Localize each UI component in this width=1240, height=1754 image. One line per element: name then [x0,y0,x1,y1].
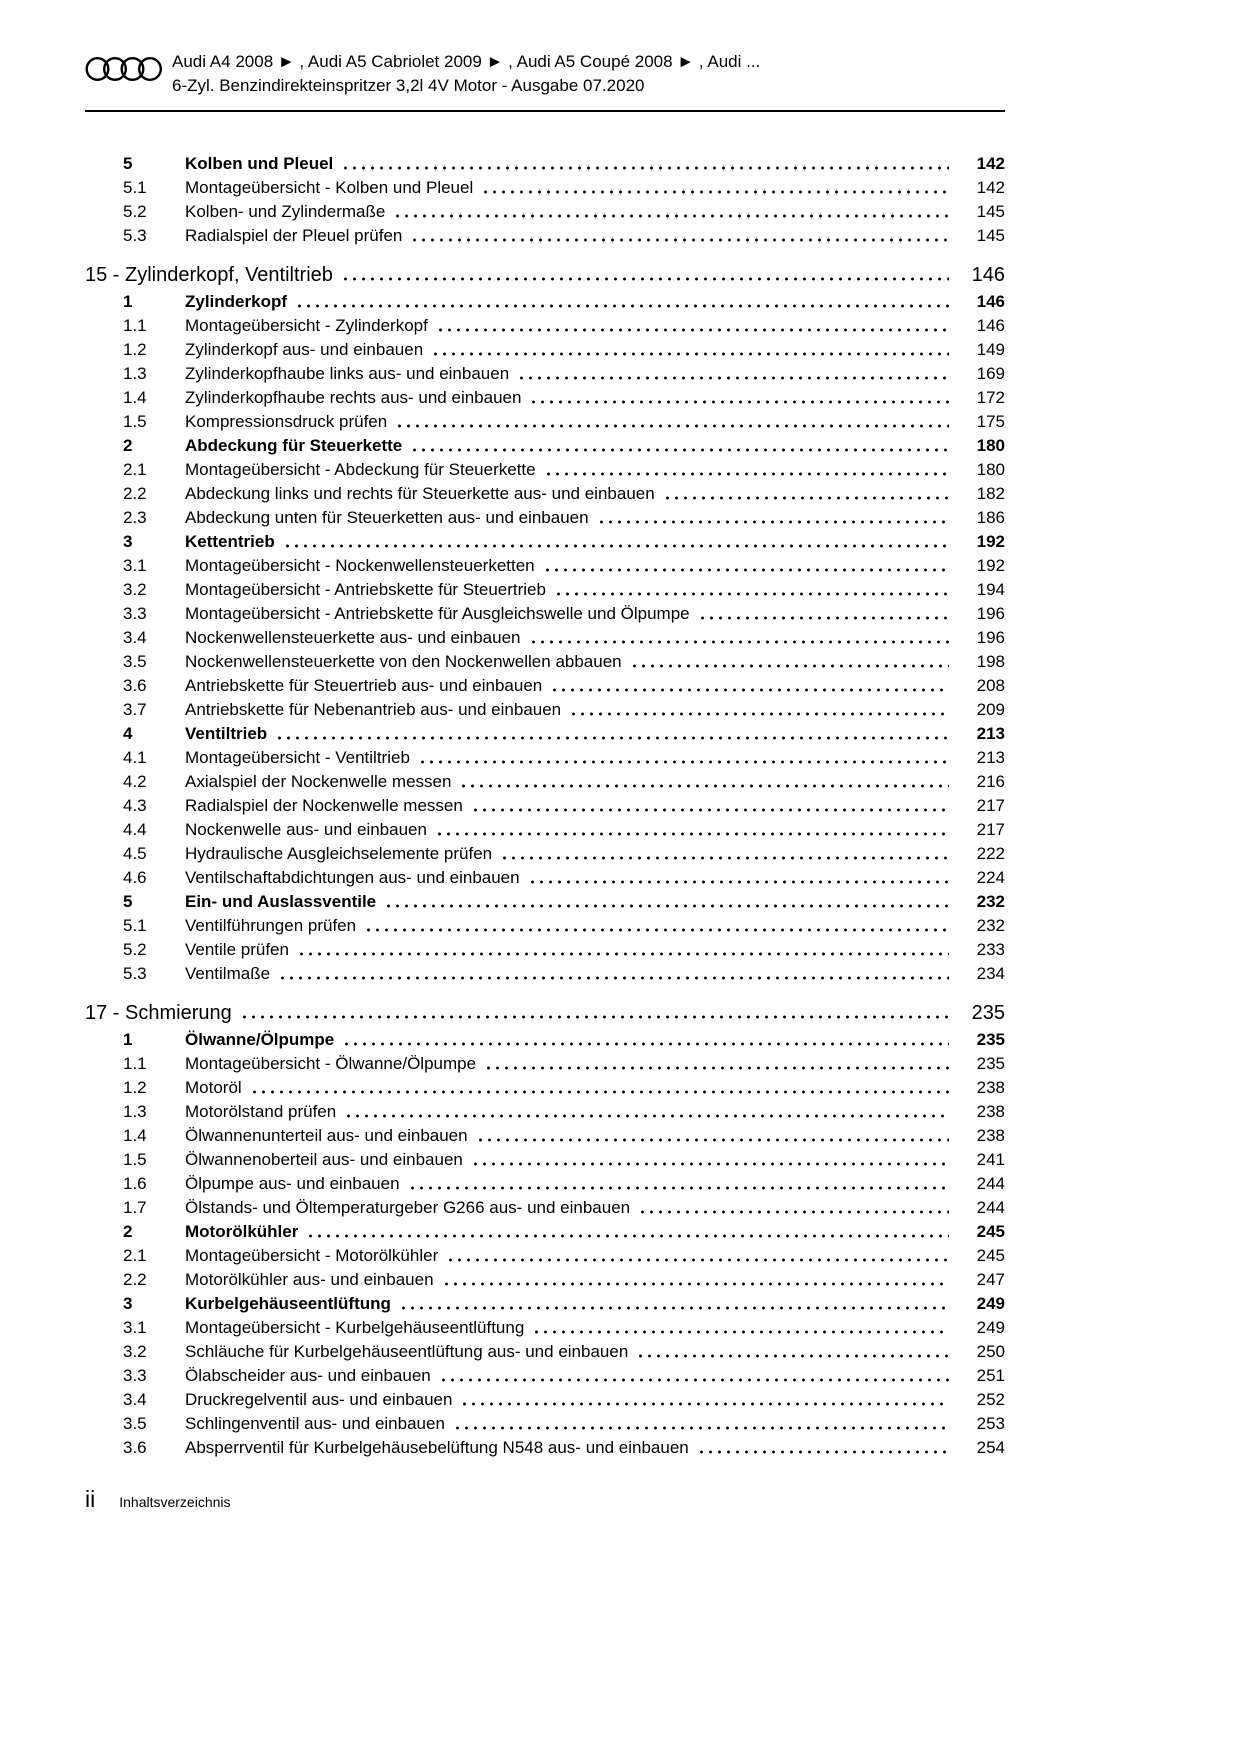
toc-entry [85,458,1005,482]
toc-entry-number: 2 [123,1222,133,1241]
dot-leader [459,770,949,794]
toc-entry-title: Zylinderkopf aus- und einbauen [185,340,424,359]
toc-entry [85,650,1005,674]
toc-entry-title: Radialspiel der Nockenwelle messen [185,796,463,815]
toc-entry-title: Montageübersicht - Kolben und Pleuel [185,178,474,197]
toc-entry-number: 4.6 [123,868,147,887]
toc-entry-number: 1.6 [123,1174,147,1193]
dot-leader [446,1244,949,1268]
toc-entry-number: 1.4 [123,388,147,407]
dot-leader [453,1412,949,1436]
footer-page-number: ii [85,1486,96,1512]
toc-entry-number: 3.3 [123,1366,147,1385]
toc-entry-page: 186 [976,508,1005,527]
dot-leader [481,176,949,200]
toc-entry-title: Abdeckung unten für Steuerketten aus- und einbauen [185,508,589,527]
toc-entry-page: 251 [976,1366,1005,1385]
toc-entry-number: 4.5 [123,844,147,863]
toc-entry-title: Montageübersicht - Antriebskette für Ausgleichswelle und Ölpumpe [185,604,690,623]
dot-leader [341,152,949,176]
dot-leader [410,434,949,458]
toc-entry-number: 3.6 [123,1438,147,1457]
toc-entry-page: 180 [976,436,1005,455]
toc-entry-title: Ventilführungen prüfen [185,916,357,935]
toc-entry-title: Abdeckung für Steuerkette [185,436,403,455]
toc-entry [85,578,1005,602]
toc-entry-title: Ölabscheider aus- und einbauen [185,1366,431,1385]
toc-entry-number: 1.3 [123,1102,147,1121]
toc-entry-number: 5.3 [123,964,147,983]
toc-entry-number: 1.4 [123,1126,147,1145]
toc-entry [85,1148,1005,1172]
toc-entry [85,698,1005,722]
toc-entry-title: Motorölstand prüfen [185,1102,337,1121]
toc-entry-number: 1 [123,292,133,311]
toc-entry [85,152,1005,176]
toc-entry [85,602,1005,626]
toc-entry-number: 4.1 [123,748,147,767]
toc-entry-page: 142 [976,154,1005,173]
toc-entry-number: 3.1 [123,556,147,575]
toc-entry-page: 142 [976,178,1005,197]
toc-entry [85,842,1005,866]
dot-leader [364,914,949,938]
toc-entry [85,224,1005,248]
toc-entry [85,1220,1005,1244]
toc-entry-page: 196 [976,628,1005,647]
toc-entry [85,722,1005,746]
toc-entry [85,1244,1005,1268]
toc-entry-number: 2 [123,436,133,455]
toc-entry-title: Montageübersicht - Ölwanne/Ölpumpe [185,1054,477,1073]
toc-entry-title: Ölpumpe aus- und einbauen [185,1174,400,1193]
toc-entry [85,362,1005,386]
dot-leader [442,1268,949,1292]
toc-entry-page: 149 [976,340,1005,359]
toc-entry-title: Ölstands- und Öltemperaturgeber G266 aus- und einbauen [185,1198,631,1217]
dot-leader [395,410,949,434]
toc-entry-title: Absperrventil für Kurbelgehäusebelüftung N548 aus- und einbauen [185,1438,689,1457]
toc-entry-number: 1.5 [123,412,147,431]
dot-leader [393,200,949,224]
dot-leader [569,698,949,722]
toc-entry-page: 232 [976,892,1005,911]
dot-leader [278,962,949,986]
toc-entry [85,410,1005,434]
toc-entry-number: 5 [123,154,133,173]
dot-leader [500,842,949,866]
toc-entry-page: 249 [976,1294,1005,1313]
toc-entry [85,890,1005,914]
toc-entry [85,314,1005,338]
toc-entry-page: 247 [976,1270,1005,1289]
toc-entry-page: 213 [976,724,1005,743]
toc-entry-title: Axialspiel der Nockenwelle messen [185,772,452,791]
toc-entry-title: Nockenwelle aus- und einbauen [185,820,427,839]
dot-leader [554,578,949,602]
toc-entry-number: 5.1 [123,178,147,197]
toc-entry-page: 224 [976,868,1005,887]
toc-entry-title: Motorölkühler aus- und einbauen [185,1270,434,1289]
page-footer [85,1486,231,1513]
toc-entry-number: 3 [123,1294,133,1313]
toc-entry-page: 235 [976,1054,1005,1073]
toc-entry-number: 5.1 [123,916,147,935]
toc-entry-title: Abdeckung links und rechts für Steuerkette aus- und einbauen [185,484,655,503]
toc-entry-number: 3.1 [123,1318,147,1337]
toc-entry-number: 5.2 [123,202,147,221]
dot-leader [435,818,949,842]
toc-entry-number: 2.1 [123,1246,147,1265]
toc-entry-title: Motoröl [185,1078,242,1097]
dot-leader [275,722,949,746]
dot-leader [410,224,949,248]
toc-entry-title: Ölwannenoberteil aus- und einbauen [185,1150,463,1169]
dot-leader [636,1340,949,1364]
dot-leader [638,1196,949,1220]
dot-leader [529,386,949,410]
toc-entry-title: Ventiltrieb [185,724,268,743]
dot-leader [460,1388,949,1412]
toc-entry [85,530,1005,554]
toc-entry [85,434,1005,458]
toc-entry-number: 3.2 [123,1342,147,1361]
toc-entry-page: 244 [976,1198,1005,1217]
toc-entry [85,176,1005,200]
toc-entry-number: 2.2 [123,1270,147,1289]
toc-entry-title: Druckregelventil aus- und einbauen [185,1390,453,1409]
toc-entry-title: Montageübersicht - Ventiltrieb [185,748,410,767]
toc-entry-number: 3.6 [123,676,147,695]
toc-entry-page: 208 [976,676,1005,695]
toc-entry [85,482,1005,506]
dot-leader [476,1124,949,1148]
dot-leader [663,482,949,506]
toc-entry [85,1052,1005,1076]
toc-entry-number: 3.4 [123,628,147,647]
dot-leader [543,554,949,578]
toc-entry-number: 2.1 [123,460,147,479]
toc-entry-title: Kolben- und Zylindermaße [185,202,386,221]
toc-entry [85,1076,1005,1100]
toc-entry-number: 1.1 [123,1054,147,1073]
toc-entry-title: Montageübersicht - Nockenwellensteuerketten [185,556,535,575]
toc-entry-title: Kettentrieb [185,532,275,551]
toc-entry-page: 217 [976,820,1005,839]
toc-entry-title: Ölwannenunterteil aus- und einbauen [185,1126,468,1145]
dot-leader [528,866,949,890]
dot-leader [384,890,949,914]
toc-entry-page: 169 [976,364,1005,383]
toc-entry [85,1172,1005,1196]
toc-entry-number: 5.3 [123,226,147,245]
toc-entry [85,262,1005,288]
toc-entry [85,866,1005,890]
toc-entry [85,1000,1005,1026]
toc-entry [85,674,1005,698]
toc-entry-page: 192 [976,532,1005,551]
toc-entry-page: 241 [976,1150,1005,1169]
header-text-block [172,50,760,98]
toc-entry-number: 4.4 [123,820,147,839]
toc-entry [85,1340,1005,1364]
toc-entry-title: Radialspiel der Pleuel prüfen [185,226,403,245]
toc-entry-page: 238 [976,1078,1005,1097]
toc-entry-page: 146 [976,316,1005,335]
toc-entry-page: 180 [976,460,1005,479]
dot-leader [529,626,949,650]
toc-entry-page: 175 [976,412,1005,431]
toc-entry-page: 253 [976,1414,1005,1433]
dot-leader [341,262,949,288]
dot-leader [550,674,949,698]
toc-entry-page: 245 [976,1246,1005,1265]
toc-entry-number: 1.7 [123,1198,147,1217]
toc-entry-page: 252 [976,1390,1005,1409]
toc-entry-title: Kompressionsdruck prüfen [185,412,388,431]
toc-entry-page: 235 [976,1030,1005,1049]
toc-entry-title: Hydraulische Ausgleichselemente prüfen [185,844,493,863]
toc-entry-title: Schlingenventil aus- und einbauen [185,1414,445,1433]
toc-entry [85,506,1005,530]
toc-entry-page: 238 [976,1126,1005,1145]
toc-entry [85,386,1005,410]
toc-entry-title: Antriebskette für Nebenantrieb aus- und einbauen [185,700,562,719]
toc-entry [85,200,1005,224]
toc-entry-title: Nockenwellensteuerkette von den Nockenwellen abbauen [185,652,622,671]
toc-entry-page: 146 [976,292,1005,311]
dot-leader [418,746,949,770]
toc-entry-number: 3.5 [123,1414,147,1433]
header-rule [85,110,1005,112]
toc-entry [85,338,1005,362]
audi-rings-logo [85,50,163,83]
toc-entry-page: 145 [976,202,1005,221]
toc-entry-page: 254 [976,1438,1005,1457]
footer-section-label: Inhaltsverzeichnis [119,1494,231,1510]
toc-entry [85,1388,1005,1412]
toc-entry-number: 3 [123,532,133,551]
toc-entry-title: Ein- und Auslassventile [185,892,377,911]
dot-leader [342,1028,949,1052]
toc-entry-page: 244 [976,1174,1005,1193]
toc-entry-number: 3.3 [123,604,147,623]
dot-leader [697,1436,949,1460]
dot-leader [344,1100,949,1124]
toc-entry-page: 217 [976,796,1005,815]
toc-entry-title: 15 - Zylinderkopf, Ventiltrieb [85,264,333,286]
toc-entry-page: 249 [976,1318,1005,1337]
toc-entry-title: Kolben und Pleuel [185,154,334,173]
dot-leader [431,338,949,362]
toc-entry-page: 182 [976,484,1005,503]
toc-entry [85,1364,1005,1388]
toc-entry [85,290,1005,314]
dot-leader [471,794,949,818]
dot-leader [306,1220,949,1244]
toc-entry-page: 232 [976,916,1005,935]
toc-entry [85,1196,1005,1220]
toc-entry [85,1124,1005,1148]
toc-entry-title: Montageübersicht - Abdeckung für Steuerkette [185,460,536,479]
toc-entry [85,962,1005,986]
toc-entry-number: 4 [123,724,133,743]
toc-entry-title: Montageübersicht - Zylinderkopf [185,316,428,335]
toc-entry-page: 233 [976,940,1005,959]
toc-entry-number: 1 [123,1030,133,1049]
toc-entry [85,554,1005,578]
toc-entry [85,1100,1005,1124]
toc-entry-title: Zylinderkopf [185,292,288,311]
toc-entry-number: 3.5 [123,652,147,671]
toc-entry-number: 1.1 [123,316,147,335]
toc-entry-title: Antriebskette für Steuertrieb aus- und einbauen [185,676,543,695]
toc-entry-page: 216 [976,772,1005,791]
dot-leader [240,1000,949,1026]
toc-entry [85,626,1005,650]
toc-entry [85,1412,1005,1436]
dot-leader [250,1076,949,1100]
toc-entry-number: 5 [123,892,133,911]
toc-entry-title: Ventilmaße [185,964,271,983]
toc-entry [85,1436,1005,1460]
toc-entry-title: Nockenwellensteuerkette aus- und einbauen [185,628,521,647]
page-header [85,50,1005,98]
toc-entry-number: 1.5 [123,1150,147,1169]
dot-leader [698,602,949,626]
toc-entry-page: 192 [976,556,1005,575]
toc-entry [85,914,1005,938]
toc-entry-page: 198 [976,652,1005,671]
toc-entry-title: Ventilschaftabdichtungen aus- und einbauen [185,868,520,887]
toc-entry-number: 2.3 [123,508,147,527]
dot-leader [399,1292,949,1316]
toc-entry-title: Ölwanne/Ölpumpe [185,1030,335,1049]
toc-entry [85,770,1005,794]
table-of-contents [85,152,1005,1460]
toc-entry [85,1268,1005,1292]
toc-entry-page: 209 [976,700,1005,719]
header-models-line: Audi A4 2008 ► , Audi A5 Cabriolet 2009 ► , Audi A5 Coupé 2008 ► , Audi ... [172,52,761,71]
dot-leader [295,290,949,314]
toc-entry-number: 1.2 [123,1078,147,1097]
dot-leader [283,530,949,554]
toc-entry-title: 17 - Schmierung [85,1002,232,1024]
toc-entry [85,938,1005,962]
dot-leader [439,1364,949,1388]
dot-leader [436,314,949,338]
toc-entry-number: 3.7 [123,700,147,719]
toc-entry [85,746,1005,770]
dot-leader [517,362,949,386]
toc-entry-page: 194 [976,580,1005,599]
toc-entry-title: Motorölkühler [185,1222,299,1241]
toc-entry-page: 222 [976,844,1005,863]
toc-entry-title: Zylinderkopfhaube links aus- und einbauen [185,364,510,383]
dot-leader [471,1148,949,1172]
toc-entry-title: Schläuche für Kurbelgehäuseentlüftung aus- und einbauen [185,1342,629,1361]
dot-leader [544,458,949,482]
header-engine-line: 6-Zyl. Benzindirekteinspritzer 3,2l 4V Motor - Ausgabe 07.2020 [172,76,645,95]
toc-entry [85,1316,1005,1340]
toc-entry-page: 196 [976,604,1005,623]
toc-entry [85,818,1005,842]
dot-leader [484,1052,949,1076]
toc-entry-number: 1.2 [123,340,147,359]
dot-leader [297,938,949,962]
toc-entry-number: 1.3 [123,364,147,383]
dot-leader [408,1172,949,1196]
dot-leader [597,506,949,530]
toc-entry-title: Montageübersicht - Antriebskette für Steuertrieb [185,580,546,599]
toc-entry-number: 2.2 [123,484,147,503]
toc-entry-page: 245 [976,1222,1005,1241]
toc-entries [85,152,1005,1460]
toc-entry-page: 250 [976,1342,1005,1361]
toc-entry-page: 234 [976,964,1005,983]
dot-leader [532,1316,949,1340]
toc-entry-title: Kurbelgehäuseentlüftung [185,1294,391,1313]
dot-leader [630,650,949,674]
toc-entry-page: 146 [971,264,1005,286]
toc-entry [85,1292,1005,1316]
toc-entry-title: Ventile prüfen [185,940,289,959]
toc-entry-page: 238 [976,1102,1005,1121]
toc-entry [85,794,1005,818]
toc-entry-page: 145 [976,226,1005,245]
toc-entry-number: 5.2 [123,940,147,959]
toc-entry-number: 4.2 [123,772,147,791]
toc-entry-number: 4.3 [123,796,147,815]
toc-entry-title: Montageübersicht - Kurbelgehäuseentlüftung [185,1318,525,1337]
toc-entry-page: 172 [976,388,1005,407]
toc-entry-title: Zylinderkopfhaube rechts aus- und einbauen [185,388,522,407]
toc-entry-title: Montageübersicht - Motorölkühler [185,1246,439,1265]
toc-entry-page: 235 [971,1002,1005,1024]
toc-entry-page: 213 [976,748,1005,767]
toc-entry-number: 3.2 [123,580,147,599]
toc-entry [85,1028,1005,1052]
toc-entry-number: 3.4 [123,1390,147,1409]
